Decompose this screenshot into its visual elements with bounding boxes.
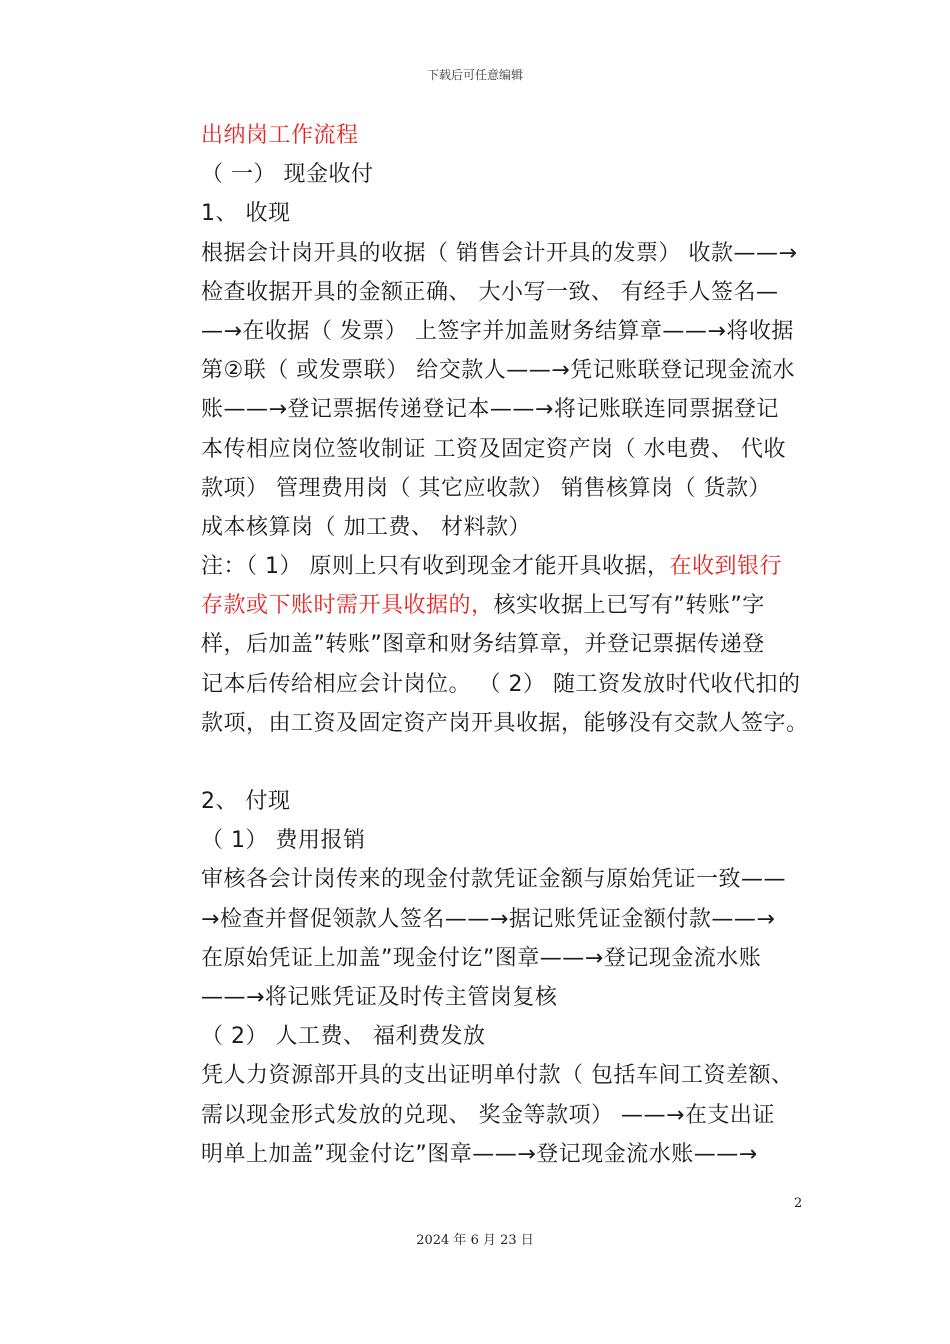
note-line-4: 记本后传给相应会计岗位。 （ 2） 随工资发放时代收代扣的: [201, 671, 801, 697]
paragraph-line: 本传相应岗位签收制证 工资及固定资产岗（ 水电费、 代收: [201, 436, 786, 462]
paragraph-line: 检查收据开具的金额正确、 大小写一致、 有经手人签名—: [201, 279, 779, 305]
note-highlight: 存款或下账时需开具收据的，: [201, 593, 494, 619]
paragraph-line: 审核各会计岗传来的现金付款凭证金额与原始凭证一致——: [201, 867, 787, 893]
section-heading-cash: （ 一） 现金收付: [201, 162, 374, 188]
paragraph-line: 账——→登记票据传递登记本——→将记账联连同票据登记: [201, 397, 779, 423]
footer-date: 2024 年 6 月 23 日: [416, 1233, 534, 1248]
paragraph-line: 成本核算岗（ 加工费、 材料款）: [201, 514, 531, 540]
paragraph-line: →检查并督促领款人签名——→据记账凭证金额付款——→: [201, 906, 776, 932]
note-line-3: 样，后加盖”转账”图章和财务结算章，并登记票据传递登: [201, 632, 765, 658]
note-line-1: [201, 547, 821, 586]
paragraph-line: 在原始凭证上加盖”现金付讫”图章——→登记现金流水账: [201, 945, 762, 971]
subsection-heading-payment: 2、 付现: [201, 789, 291, 814]
paragraph-line: ——→将记账凭证及时传主管岗复核: [201, 984, 558, 1010]
paragraph-line: 需以现金形式发放的兑现、 奖金等款项） ——→在支出证: [201, 1102, 775, 1128]
paragraph-line: 凭人力资源部开具的支出证明单付款（ 包括车间工资差额、: [201, 1063, 794, 1089]
subsection-heading-receipt: 1、 收现: [201, 201, 291, 227]
subsection-heading-payroll: （ 2） 人工费、 福利费发放: [201, 1024, 486, 1050]
paragraph-gap: [201, 743, 821, 782]
note-text: 注：（ 1） 原则上只有收到现金才能开具收据，: [201, 554, 670, 580]
paragraph-line: 根据会计岗开具的收据（ 销售会计开具的发票） 收款——→: [201, 240, 798, 266]
subsection-heading-expense: （ 1） 费用报销: [201, 828, 366, 854]
note-line-2: [201, 586, 821, 625]
page-number: 2: [794, 1196, 803, 1211]
document-title: 出纳岗工作流程: [201, 123, 359, 148]
paragraph-line: —→在收据（ 发票） 上签字并加盖财务结算章——→将收据: [201, 318, 794, 344]
paragraph-line: 款项） 管理费用岗（ 其它应收款） 销售核算岗（ 货款）: [201, 475, 771, 501]
note-line-5: 款项，由工资及固定资产岗开具收据，能够没有交款人签字。: [201, 710, 809, 736]
paragraph-line: 明单上加盖”现金付讫”图章——→登记现金流水账——→: [201, 1141, 758, 1167]
document-body: [201, 116, 821, 1174]
note-highlight: 在收到银行: [669, 554, 783, 580]
paragraph-line: 第②联（ 或发票联） 给交款人——→凭记账联登记现金流水: [201, 358, 796, 384]
note-text: 核实收据上已写有”转账”字: [493, 593, 765, 619]
page-header: 下载后可任意编辑: [426, 68, 523, 82]
